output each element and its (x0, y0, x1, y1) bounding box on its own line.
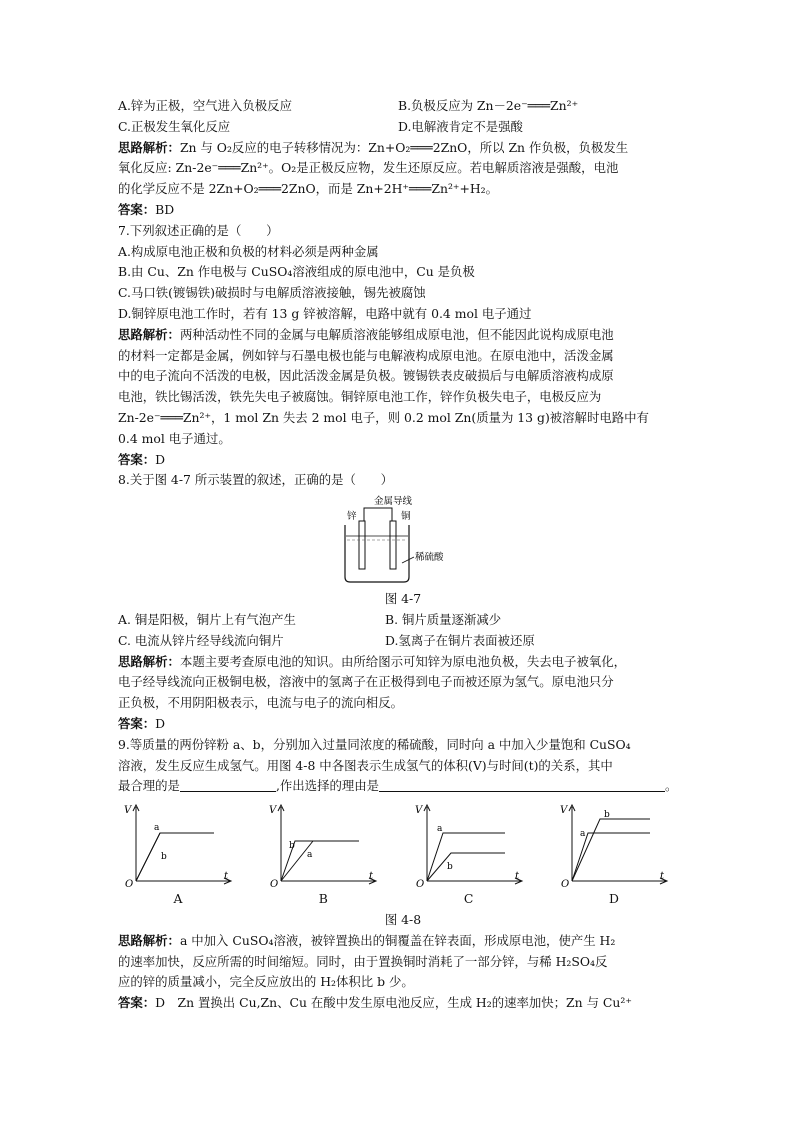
q7-answer (118, 450, 688, 471)
graph-b (263, 801, 383, 910)
curve-b-label: b (161, 852, 167, 863)
q6-option-a: A.锌为正极，空气进入负极反应 (118, 98, 292, 113)
curve-a-label: a (154, 823, 160, 834)
q9-stem-text-b: ,作出选择的理由是 (275, 778, 380, 794)
graph-d (554, 801, 674, 910)
analysis-label: 思路解析： (118, 653, 180, 669)
origin-label: O (560, 879, 570, 890)
q8-answer (118, 714, 688, 735)
t-label: t (514, 871, 519, 883)
q7-analysis-text-6: 0.4 mol 电子通过。 (118, 430, 231, 446)
q9-stem-2: 溶液，发生反应生成氢气。用图 4-8 中各图表示生成氢气的体积(V)与时间(t)的关系，其中 (118, 757, 613, 773)
metal-wire (364, 508, 392, 523)
fig-4-8-caption: 图 4-8 (384, 911, 422, 927)
q6-answer (118, 200, 688, 221)
answer-blank-1 (180, 777, 276, 792)
q8-stem: 8.关于图 4-7 所示装置的叙述，正确的是（ ） (118, 472, 394, 488)
q7-option-b: B.由 Cu、Zn 作电极与 CuSO₄溶液组成的原电池中，Cu 是负极 (118, 264, 475, 280)
curve-a (427, 833, 505, 881)
fig-4-8-graphs (118, 801, 674, 910)
q8-option-a: A. 铜是阳极，铜片上有气泡产生 (118, 611, 296, 627)
document-page (118, 96, 688, 1014)
curve-b (427, 853, 505, 881)
q7-stem: 7.下列叙述正确的是（ ） (118, 222, 279, 238)
q6-analysis-text: Zn 与 O₂反应的电子转移情况为：Zn+O₂═══2ZnO，所以 Zn 作负极，负极发生 (179, 139, 629, 155)
q8-analysis-text-2: 电子经导线流向正极铜电极，溶液中的氢离子在正极得到电子而被还原为氢气。原电池只分 (118, 674, 614, 690)
q9-stem-3 (118, 776, 688, 797)
q7-analysis-text-5: Zn-2e⁻═══Zn²⁺，1 mol Zn 失去 2 mol 电子，则 0.2 mol Zn(质量为 13 g)被溶解时电路中有 (118, 409, 649, 425)
origin-label: O (125, 879, 134, 890)
curve-a (281, 841, 313, 881)
v-label: V (559, 805, 568, 817)
q7-analysis-line (118, 325, 688, 346)
q8-option-c: C. 电流从锌片经导线流向铜片 (118, 632, 284, 648)
q7-option-d: D.铜锌原电池工作时，若有 13 g 锌被溶解，电路中就有 0.4 mol 电子通过 (118, 305, 532, 321)
answer-blank-2 (379, 777, 665, 792)
zinc-label: 锌 (347, 511, 357, 523)
v-label: V (269, 805, 277, 817)
q7-option-a: A.构成原电池正极和负极的材料必须是两种金属 (118, 243, 379, 259)
q9-stem-text-a: 最合理的是 (118, 778, 180, 794)
q6-answer-value: BD (155, 201, 175, 217)
q8-analysis-line (118, 652, 688, 673)
curve-a-label: a (307, 850, 313, 861)
t-label: t (224, 871, 229, 883)
curve-b-label: b (603, 810, 610, 821)
curve-a-label: a (579, 829, 586, 840)
analysis-label: 思路解析： (118, 326, 180, 342)
zinc-electrode (359, 521, 365, 569)
q9-analysis-text-2: 的速率加快，反应所需的时间缩短。同时，由于置换铜时消耗了一部分锌，与稀 H₂SO₄反 (118, 953, 608, 969)
curve-b (136, 833, 160, 881)
q7-analysis-text: 两种活动性不同的金属与电解质溶液能够组成原电池，但不能因此说构成原电池 (179, 326, 614, 342)
answer-label: 答案： (118, 451, 156, 467)
graph-a (118, 801, 238, 910)
q6-analysis-text-3: 的化学反应不是 2Zn+O₂═══2ZnO，而是 Zn+2H⁺═══Zn²⁺+H₂。 (118, 181, 498, 197)
q7-answer-value: D (155, 451, 166, 467)
graph-a-label: A (173, 891, 183, 907)
v-label: V (414, 805, 422, 817)
q6-option-d: D.电解液肯定不是强酸 (398, 118, 523, 134)
answer-label: 答案： (118, 715, 156, 731)
q6-analysis-text-2: 氧化反应: Zn-2e⁻═══Zn²⁺。O₂是正极反应物，发生还原反应。若电解质溶液是强酸，电池 (118, 160, 619, 176)
curve-b-label: b (289, 841, 296, 852)
q7-analysis-text-4: 电池，铁比锡活泼，铁先失电子被腐蚀。铜锌原电池工作，锌作负极失电子，电极反应为 (118, 389, 602, 405)
q9-answer (118, 993, 688, 1014)
q6-option-b: B.负极反应为 Zn－2e⁻═══Zn²⁺ (398, 98, 579, 113)
t-label: t (659, 871, 665, 883)
q8-options-row1 (118, 610, 688, 631)
q8-option-d: D.氢离子在铜片表面被还原 (385, 632, 535, 648)
q7-analysis-text-3: 中的电子流向不活泼的电极，因此活泼金属是负极。镀锡铁表皮破损后与电解质溶液构成原 (118, 368, 614, 384)
q9-answer-value: D Zn 置换出 Cu,Zn、Cu 在酸中发生原电池反应，生成 H₂的速率加快；Zn 与 Cu²⁺ (155, 995, 632, 1011)
answer-label: 答案： (118, 201, 156, 217)
q9-analysis-text: a 中加入 CuSO₄溶液，被锌置换出的铜覆盖在锌表面，形成原电池，使产生 H₂ (179, 932, 616, 948)
q8-answer-value: D (155, 715, 166, 731)
q9-analysis-line (118, 931, 688, 952)
v-label: V (124, 805, 132, 817)
origin-label: O (415, 879, 424, 890)
t-label: t (369, 871, 374, 883)
curve-b-label: b (446, 862, 453, 873)
analysis-label: 思路解析： (118, 932, 180, 948)
q6-option-c: C.正极发生氧化反应 (118, 118, 231, 134)
acid-label: 稀硫酸 (415, 552, 444, 564)
q6-analysis-line (118, 138, 688, 159)
galvanic-cell-figure (318, 493, 488, 589)
graph-c-label: C (463, 891, 474, 907)
beaker (345, 525, 409, 582)
curve-a-label: a (436, 824, 443, 835)
acid-pointer (402, 557, 414, 563)
q7-analysis-text-2: 的材料一定都是金属，例如锌与石墨电极也能与电解液构成原电池。在原电池中，活泼金属 (118, 347, 614, 363)
q9-analysis-text-3: 应的锌的质量减小，完全反应放出的 H₂体积比 b 少。 (118, 974, 414, 990)
q9-stem-text-c: 。 (665, 778, 678, 794)
graph-d-label: D (609, 891, 619, 907)
copper-electrode (390, 521, 396, 569)
q8-option-b: B. 铜片质量逐渐减少 (385, 611, 502, 627)
fig-4-7-caption: 图 4-7 (384, 591, 422, 607)
q9-stem-1: 9.等质量的两份锌粉 a、b，分别加入过量同浓度的稀硫酸，同时向 a 中加入少量饱和 CuSO₄ (118, 736, 631, 752)
q8-options-row2 (118, 631, 688, 652)
copper-label: 铜 (401, 511, 411, 523)
wire-label: 金属导线 (374, 496, 413, 508)
q8-analysis-text: 本题主要考查原电池的知识。由所给图示可知锌为原电池负极，失去电子被氧化， (179, 653, 627, 669)
graph-b-label: B (318, 891, 328, 907)
q6-options-row2 (118, 117, 688, 138)
q7-option-c: C.马口铁(镀锡铁)破损时与电解质溶液接触，锡先被腐蚀 (118, 285, 426, 301)
answer-label: 答案： (118, 995, 156, 1011)
curve-a (572, 833, 650, 881)
graph-c (409, 801, 529, 910)
origin-label: O (270, 879, 279, 890)
q8-analysis-text-3: 正负极，不用阴阳极表示，电流与电子的流向相反。 (118, 695, 403, 711)
q6-options-row1 (118, 96, 688, 117)
analysis-label: 思路解析： (118, 139, 180, 155)
